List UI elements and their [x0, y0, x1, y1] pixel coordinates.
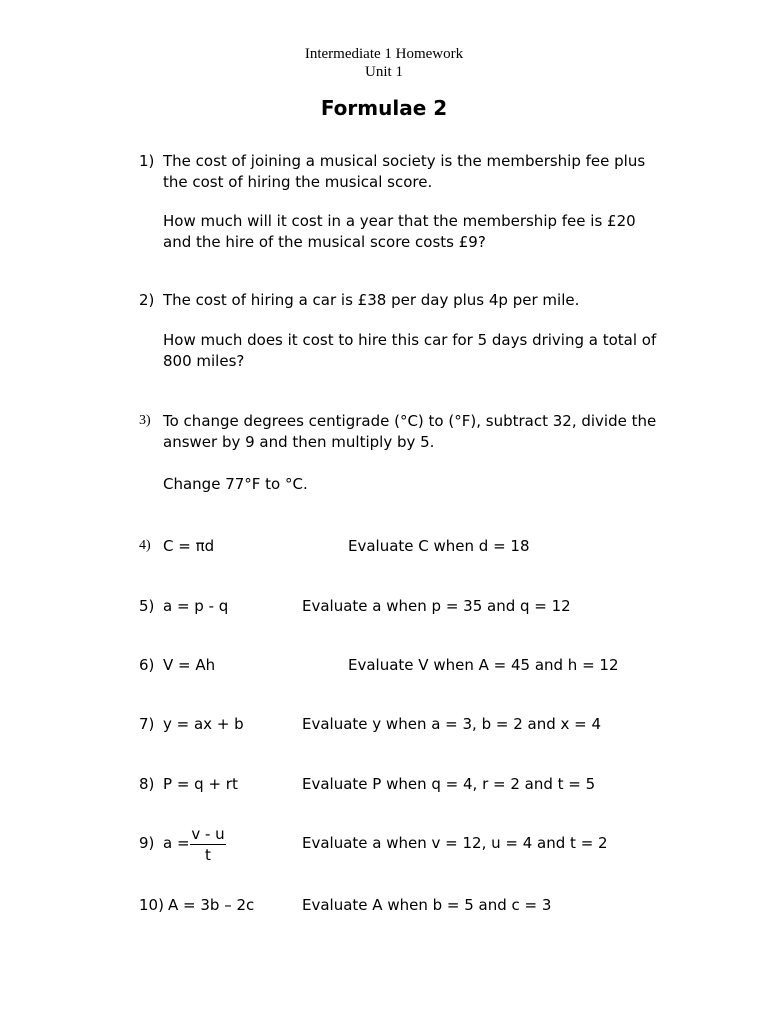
question-number: 1) — [139, 152, 155, 170]
question-number: 4) — [139, 538, 151, 553]
formula-lhs: a = — [163, 834, 190, 852]
unit-heading: Unit 1 — [365, 64, 403, 80]
question-number: 2) — [139, 291, 155, 309]
fraction-denominator: t — [205, 846, 211, 864]
formula: P = q + rt — [163, 775, 238, 793]
question-number: 10) — [139, 896, 164, 914]
question-text: How much does it cost to hire this car for 5 days driving a total of — [163, 331, 657, 349]
question-task: Evaluate a when p = 35 and q = 12 — [302, 597, 571, 615]
question-text: and the hire of the musical score costs £9? — [163, 233, 486, 251]
question-text: Change 77°F to °C. — [163, 475, 308, 493]
question-number: 6) — [139, 656, 155, 674]
fraction-bar — [190, 844, 226, 845]
question-text: the cost of hiring the musical score. — [163, 173, 433, 191]
formula: y = ax + b — [163, 715, 244, 733]
question-task: Evaluate V when A = 45 and h = 12 — [348, 656, 619, 674]
question-number: 8) — [139, 775, 155, 793]
formula: V = Ah — [163, 656, 216, 674]
formula: a = p - q — [163, 597, 229, 615]
formula: A = 3b – 2c — [168, 896, 255, 914]
question-task: Evaluate y when a = 3, b = 2 and x = 4 — [302, 715, 602, 733]
question-text: The cost of hiring a car is £38 per day plus 4p per mile. — [163, 291, 580, 309]
question-task: Evaluate A when b = 5 and c = 3 — [302, 896, 552, 914]
question-number: 9) — [139, 834, 155, 852]
question-text: How much will it cost in a year that the membership fee is £20 — [163, 212, 636, 230]
question-text: The cost of joining a musical society is the membership fee plus — [163, 152, 646, 170]
fraction-numerator: v - u — [191, 825, 225, 843]
question-text: To change degrees centigrade (°C) to (°F), subtract 32, divide the — [163, 412, 657, 430]
page-title: Formulae 2 — [320, 96, 448, 120]
formula: C = πd — [163, 537, 215, 555]
question-number: 3) — [139, 413, 151, 428]
question-task: Evaluate a when v = 12, u = 4 and t = 2 — [302, 834, 608, 852]
question-number: 7) — [139, 715, 155, 733]
question-text: 800 miles? — [163, 352, 245, 370]
question-task: Evaluate C when d = 18 — [348, 537, 530, 555]
question-number: 5) — [139, 597, 155, 615]
question-text: answer by 9 and then multiply by 5. — [163, 433, 435, 451]
question-task: Evaluate P when q = 4, r = 2 and t = 5 — [302, 775, 596, 793]
course-heading: Intermediate 1 Homework — [304, 46, 464, 62]
